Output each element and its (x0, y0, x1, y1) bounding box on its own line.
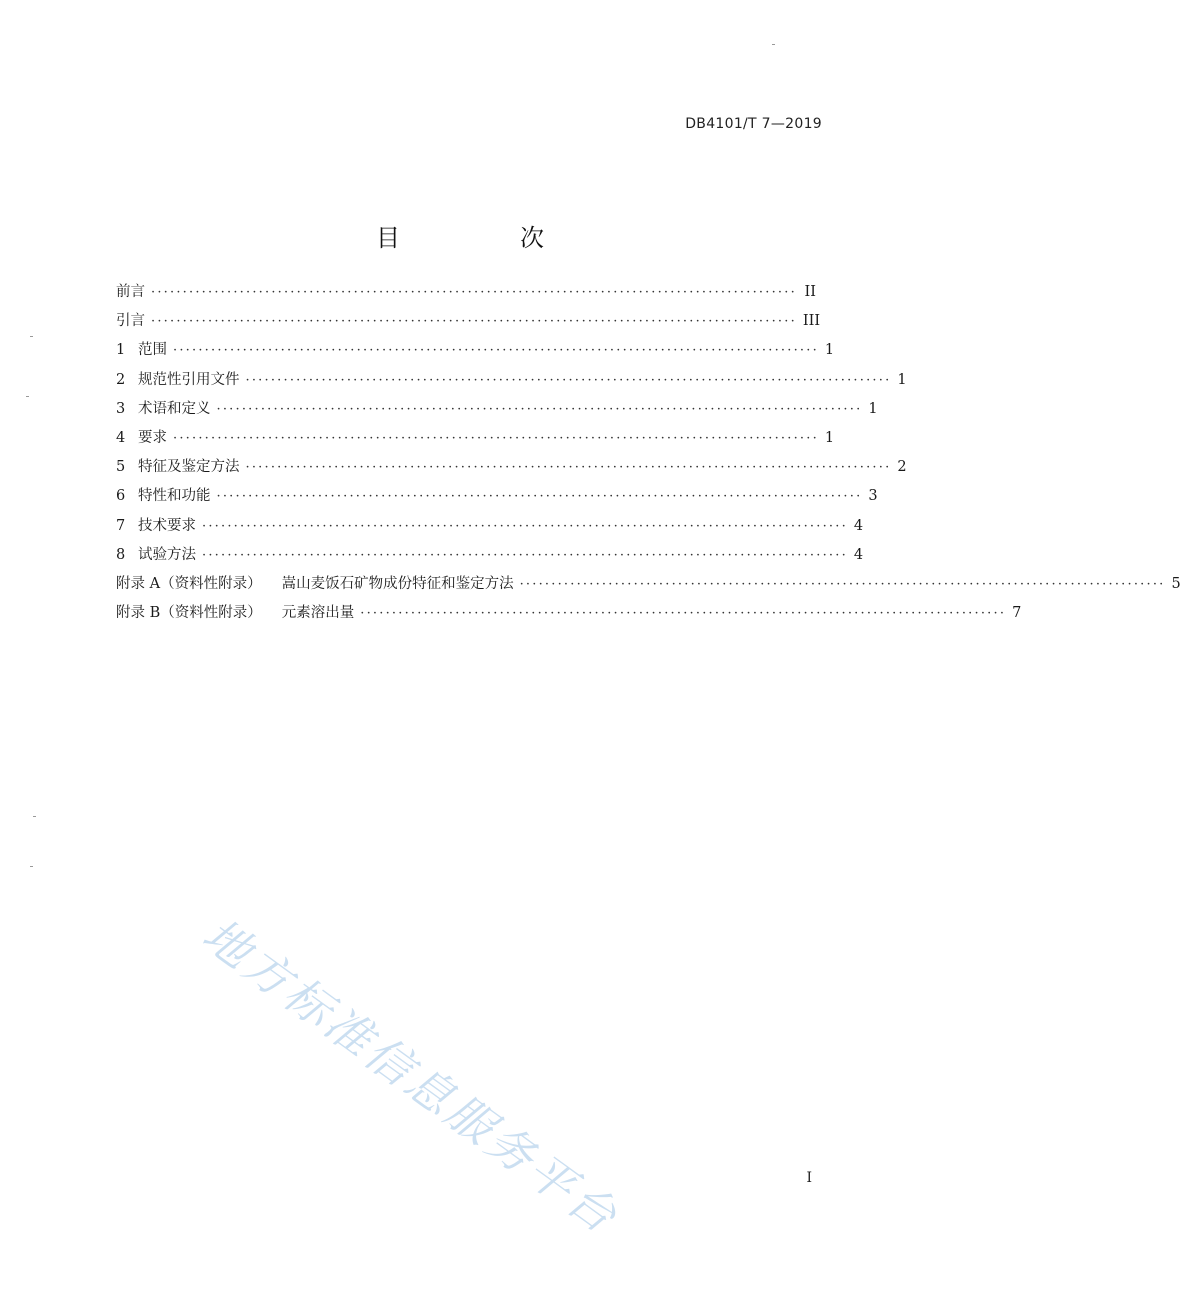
toc-entry-page: III (802, 313, 821, 330)
dot-leader: ······································································································ (173, 430, 819, 446)
toc-entry-label: 嵩山麦饭石矿物成份特征和鉴定方法 (281, 575, 514, 592)
toc-entry-annex-a[interactable] (116, 570, 1181, 599)
toc-entry-annex-label: 附录 A（资料性附录） (116, 575, 262, 592)
toc-entry-page: 4 (853, 517, 864, 534)
scan-speck (30, 336, 33, 337)
toc-entry-number: 3 (116, 400, 126, 417)
toc-entry-number: 5 (116, 459, 126, 476)
toc-entry-page: II (804, 284, 816, 300)
toc-entry-terms-definitions[interactable] (116, 395, 878, 424)
toc-entry-page: 3 (868, 488, 878, 505)
toc-entry-label: 特性和功能 (138, 488, 211, 505)
toc-entry-annex-b[interactable] (116, 599, 1022, 628)
dot-leader: ······································································································ (202, 518, 848, 534)
toc-entry-label: 要求 (138, 429, 167, 446)
table-of-contents (116, 278, 1181, 628)
toc-entry-scope[interactable] (116, 336, 835, 365)
toc-entry-label: 范围 (138, 342, 167, 359)
toc-entry-label: 技术要求 (138, 517, 196, 534)
toc-entry-page: 4 (853, 546, 864, 563)
toc-entry-label: 试验方法 (138, 546, 196, 563)
toc-entry-page: 1 (897, 371, 907, 388)
scan-speck (30, 866, 33, 867)
toc-entry-page: 2 (897, 459, 907, 476)
dot-leader: ······································································································ (202, 547, 848, 563)
dot-leader: ······································································································ (245, 460, 892, 476)
dot-leader: ······································································································ (216, 489, 863, 505)
toc-entry-foreword[interactable] (116, 278, 816, 307)
toc-entry-page: 5 (1171, 575, 1181, 592)
dot-leader: ······································································································ (151, 314, 797, 330)
toc-title: 目 次 (376, 224, 592, 253)
toc-entry-technical-requirements[interactable] (116, 512, 864, 541)
dot-leader: ······································································································ (151, 285, 797, 300)
toc-entry-properties-functions[interactable] (116, 482, 878, 511)
dot-leader: ······································································································ (360, 606, 1007, 622)
toc-entry-page: 1 (824, 342, 835, 359)
toc-entry-label: 元素溶出量 (281, 605, 355, 622)
scan-speck (772, 44, 775, 45)
scan-speck (26, 396, 29, 397)
toc-entry-number: 2 (116, 371, 126, 388)
toc-entry-number: 7 (116, 517, 126, 534)
toc-entry-normative-references[interactable] (116, 366, 907, 395)
toc-entry-number: 1 (116, 342, 126, 359)
toc-entry-label: 术语和定义 (138, 400, 211, 417)
toc-entry-page: 1 (824, 429, 835, 446)
toc-entry-introduction[interactable] (116, 307, 821, 336)
toc-entry-number: 4 (116, 429, 126, 446)
toc-entry-page: 1 (868, 400, 878, 417)
toc-entry-annex-label: 附录 B（资料性附录） (116, 605, 262, 622)
toc-entry-test-methods[interactable] (116, 541, 864, 570)
toc-entry-label: 特征及鉴定方法 (138, 459, 240, 476)
toc-entry-number: 6 (116, 488, 126, 505)
dot-leader: ······································································································ (245, 372, 892, 388)
toc-entry-requirements[interactable] (116, 424, 835, 453)
page-number: I (806, 1170, 812, 1186)
document-code: DB4101/T 7—2019 (685, 116, 822, 132)
toc-entry-label: 前言 (116, 284, 145, 300)
toc-entry-number: 8 (116, 546, 126, 563)
dot-leader: ······································································································ (519, 576, 1166, 592)
scan-speck (33, 816, 36, 817)
watermark-text: 地方标准信息服务平台 (192, 907, 630, 1245)
toc-entry-label: 规范性引用文件 (138, 371, 240, 388)
dot-leader: ······································································································ (216, 401, 863, 417)
toc-entry-characteristics-identification[interactable] (116, 453, 907, 482)
dot-leader: ······································································································ (173, 343, 819, 359)
toc-entry-label: 引言 (116, 313, 145, 330)
toc-entry-page: 7 (1012, 605, 1022, 622)
